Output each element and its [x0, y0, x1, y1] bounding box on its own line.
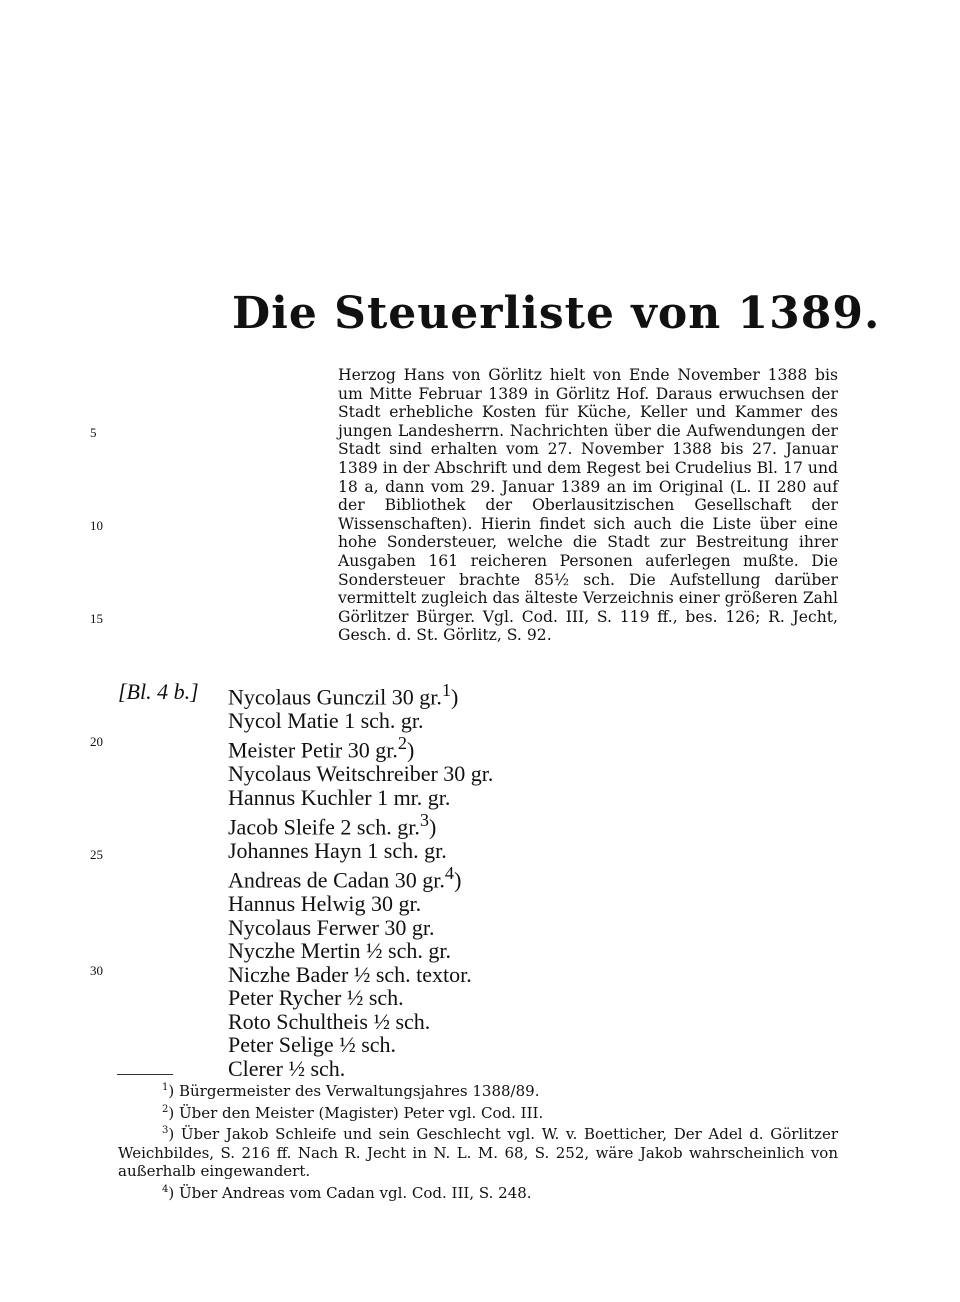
list-item: Peter Rycher ½ sch. — [228, 985, 404, 1011]
footnotes — [118, 1079, 838, 1203]
list-item: Niczhe Bader ½ sch. textor. — [228, 961, 472, 987]
footnote: $^2$) Über den Meister (Magister) Peter vgl. Cod. III. — [162, 1103, 544, 1122]
list-item: Jacob Sleife 2 sch. gr.$^3$) — [228, 810, 437, 840]
footnote-ref: 3 — [419, 810, 430, 831]
list-item: Nycolaus Ferwer 30 gr. — [228, 914, 435, 940]
footnote-ref: 1 — [441, 680, 452, 700]
list-item: Andreas de Cadan 30 gr.$^4$) — [228, 863, 462, 893]
line-number-5: 5 — [90, 425, 97, 440]
footnote: $^1$) Bürgermeister des Verwaltungsjahres 1388/89. — [162, 1082, 540, 1100]
footnote: $^3$) Über Jakob Schleife und sein Geschlecht vgl. W. v. Boetticher, Der Adel d. Görlitzer Weichbildes, S. 216 ff. Nach R. Jecht in N. L. M. 68, S. 252, wäre Jakob wahrscheinlich von außerhalb eingewandert. — [118, 1125, 838, 1181]
footnote-ref: 4 — [444, 863, 455, 884]
footnote: $^4$) Über Andreas vom Cadan vgl. Cod. III, S. 248. — [162, 1183, 532, 1202]
line-number-30: 30 — [90, 963, 103, 978]
list-item: Hannus Kuchler 1 mr. gr. — [228, 784, 451, 810]
line-number-10: 10 — [90, 518, 103, 533]
list-item: Nycol Matie 1 sch. gr. — [228, 707, 424, 733]
tax-list — [228, 679, 493, 1080]
list-item: Nycolaus Weitschreiber 30 gr. — [228, 761, 494, 787]
line-number-20: 20 — [90, 734, 103, 749]
footnote-ref: 2 — [397, 733, 408, 754]
line-number-15: 15 — [90, 611, 103, 626]
list-item: Roto Schultheis ½ sch. — [228, 1008, 431, 1034]
line-number-25: 25 — [90, 847, 103, 862]
folio-reference: [Bl. 4 b.] — [118, 679, 199, 704]
list-item: Clerer ½ sch. — [228, 1055, 346, 1081]
list-item: Peter Selige ½ sch. — [228, 1032, 397, 1058]
list-item: Johannes Hayn 1 sch. gr. — [228, 837, 447, 863]
list-item: Nyczhe Mertin ½ sch. gr. — [228, 938, 451, 964]
list-item: Nycolaus Gunczil 30 gr.$^1$) — [228, 680, 459, 710]
footnote-divider — [117, 1074, 173, 1075]
page-title: Die Steuerliste von 1389. — [232, 288, 881, 339]
list-item: Meister Petir 30 gr.$^2$) — [228, 733, 415, 763]
list-item: Hannus Helwig 30 gr. — [228, 891, 422, 917]
intro-paragraph: Herzog Hans von Görlitz hielt von Ende November 1388 bis um Mitte Februar 1389 in Görlitz Hof. Daraus erwuchsen der Stadt erhebliche Kosten für Küche, Keller und Kammer des jungen Landesherrn. Nachrichten über die Aufwendungen der Stadt sind erhalten vom 27. November 1388 bis 27. Januar 1389 in der Abschrift und dem Regest bei Crudelius Bl. 17 und 18 a, dann vom 29. Januar 1389 an im Original (L. II 280 auf der Bibliothek der Oberlausitzischen Gesellschaft der Wissenschaften). Hierin findet sich auch die Liste über eine hohe Sondersteuer, welche die Stadt zur Bestreitung ihrer Ausgaben 161 reicheren Personen auferlegen mußte. Die Sondersteuer brachte 85½ sch. Die Aufstellung darüber vermittelt zugleich das älteste Verzeichnis einer größeren Zahl Görlitzer Bürger. Vgl. Cod. III, S. 119 ff., bes. 126; R. Jecht, Gesch. d. St. Görlitz, S. 92. — [338, 366, 838, 645]
